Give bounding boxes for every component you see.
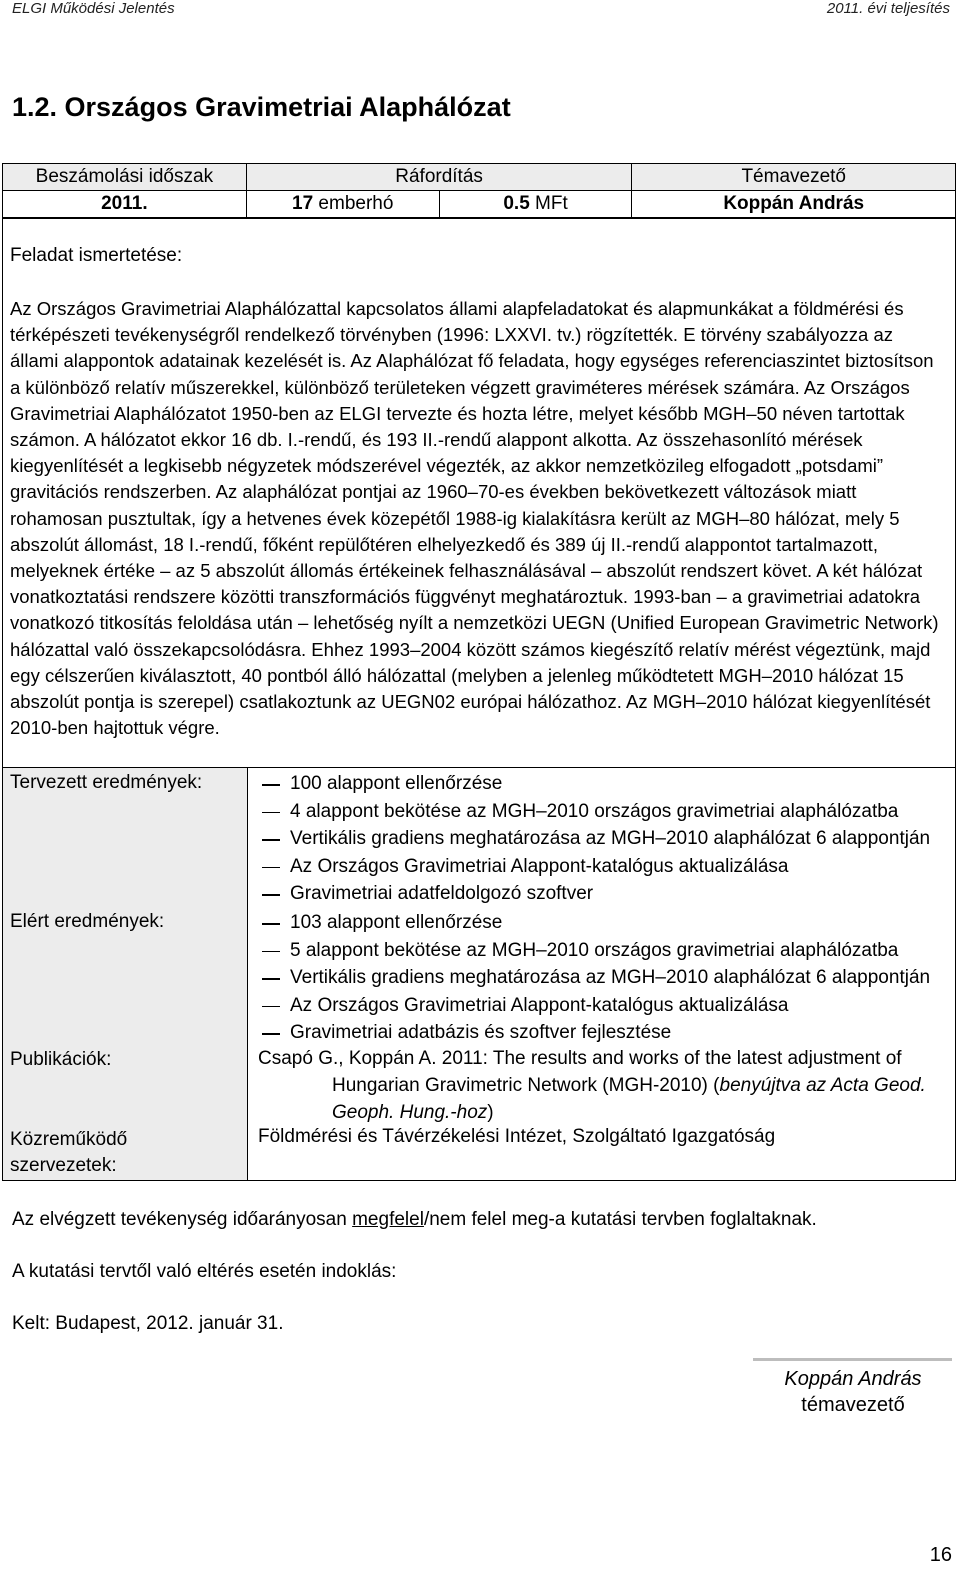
effort-months: 17 emberhó <box>247 191 440 217</box>
page-title: 1.2. Országos Gravimetriai Alaphálózat <box>12 92 511 122</box>
header-right: 2011. évi teljesítés <box>826 0 950 17</box>
effort-cell <box>246 191 632 218</box>
date-line: Kelt: Budapest, 2012. január 31. <box>12 1313 284 1334</box>
list-item: Gravimetriai adatbázis és szoftver fejlesztése <box>258 1019 930 1047</box>
publication-line2: Hungarian Gravimetric Network (MGH-2010) (benyújtva az Acta Geod. Geoph. Hung.-hoz) <box>332 1075 926 1123</box>
summary-header-row <box>3 164 956 191</box>
effort-cost: 0.5 MFt <box>503 193 568 214</box>
summary-value-row <box>3 191 956 218</box>
publication-entry <box>258 1045 938 1126</box>
collaborators-label: Közreműködő szervezetek: <box>10 1129 128 1176</box>
list-item: 4 alappont bekötése az MGH–2010 országos gravimetriai alaphálózatba <box>258 798 930 826</box>
planned-results-list <box>258 770 930 908</box>
collaborators-value: Földmérési és Távérzékelési Intézet, Szolgáltató Igazgatóság <box>258 1126 776 1147</box>
task-label: Feladat ismertetése: <box>10 245 183 266</box>
achieved-results-list <box>258 909 930 1047</box>
publication-line1: Csapó G., Koppán A. 2011: The results and works of the latest adjustment of <box>258 1048 902 1069</box>
period-header: Beszámolási időszak <box>3 164 247 191</box>
list-item: 100 alappont ellenőrzése <box>258 770 930 798</box>
list-item: Az Országos Gravimetriai Alappont-katalógus aktualizálása <box>258 992 930 1020</box>
list-item: Az Országos Gravimetriai Alappont-katalógus aktualizálása <box>258 853 930 881</box>
results-label-column <box>3 768 248 1180</box>
header-left: ELGI Működési Jelentés <box>12 0 175 17</box>
effort-header: Ráfordítás <box>246 164 632 191</box>
signer-role: témavezető <box>801 1394 905 1416</box>
deviation-label: A kutatási tervtől való eltérés esetén indoklás: <box>12 1261 397 1282</box>
list-item: Vertikális gradiens meghatározása az MGH–2010 alaphálózat 6 alappontján <box>258 825 930 853</box>
signature-line <box>753 1358 952 1361</box>
summary-table <box>2 163 956 218</box>
task-text: Az Országos Gravimetriai Alaphálózattal kapcsolatos állami alapfeladatokat és alapmunkákat a földmérési és térképészeti tevékenységről rendelkező törvényben (1996: LXXVI. tv.) rögzítették. E törvény szabályozza az állami alappontok adatainak kezelését is. Az Alaphálózat fő feladata, hogy egységes referenciaszintet biztosítson a különböző relatív műszerekkel, különböző területeken végzett graviméteres mérések számára. Az Országos Gravimetriai Alaphálózatot 1950-ben az ELGI tervezte és hozta létre, melyet később MGH–50 néven tartottak számon. A hálózatot ekkor 16 db. I.-rendű, és 193 II.-rendű alappont alkotta. Az összehasonlító mérések kiegyenlítését a legkisebb négyzetek módszerével végezték, az akkor nemzetközileg elfogadott „potsdami” gravitációs rendszerben. Az alaphálózat pontjai az 1960–70-es években bekövetkezett változások miatt rohamosan pusztultak, így a hetvenes évek közepétől 1988-ig kialakításra került az MGH–80 hálózat, mely 5 abszolút állomást, 18 I.-rendű, főként repülőtéren elhelyezkedő és 389 új II.-rendű alappontot tartalmazott, melyeknek értéke – az 5 abszolút állomás értékeinek felhasználásával – abszolút rendszert követ. A két hálózat vonatkoztatási rendszere közötti transzformációs függvényt meghatároztuk. 1993-ban – a gravimetriai adatokra vonatkozó titkosítás feloldása után – lehetőség nyílt a nemzetközi UEGN (Unified European Gravimetric Network) hálózattal való összekapcsolódásra. Ehhez 1993–2004 között számos kiegészítő relatív mérést végeztünk, majd egy célszerűen kiválasztott, 40 pontból álló hálózattal (melyben a jelenleg működtetett MGH–2010 hálózat 15 abszolút pontja is szerepel) csatlakoztunk az UEGN02 európai hálózathoz. Az MGH–2010 hálózat kiegyenlítését 2010-ben hajtottuk végre. <box>10 298 939 739</box>
list-item: 5 alappont bekötése az MGH–2010 országos gravimetriai alaphálózatba <box>258 937 930 965</box>
list-item: 103 alappont ellenőrzése <box>258 909 930 937</box>
planned-results-label: Tervezett eredmények: <box>10 772 203 793</box>
leader-header: Témavezető <box>632 164 956 191</box>
signer-name: Koppán András <box>784 1368 922 1390</box>
compliance-statement: Az elvégzett tevékenység időarányosan megfelel/nem felel meg-a kutatási tervben foglaltaknak. <box>12 1209 817 1230</box>
list-item: Gravimetriai adatfeldolgozó szoftver <box>258 880 930 908</box>
leader-value: Koppán András <box>632 191 956 218</box>
page-number: 16 <box>929 1544 952 1566</box>
publications-label: Publikációk: <box>10 1049 112 1070</box>
achieved-results-label: Elért eredmények: <box>10 911 165 932</box>
period-value: 2011. <box>3 191 247 218</box>
list-item: Vertikális gradiens meghatározása az MGH–2010 alaphálózat 6 alappontján <box>258 964 930 992</box>
